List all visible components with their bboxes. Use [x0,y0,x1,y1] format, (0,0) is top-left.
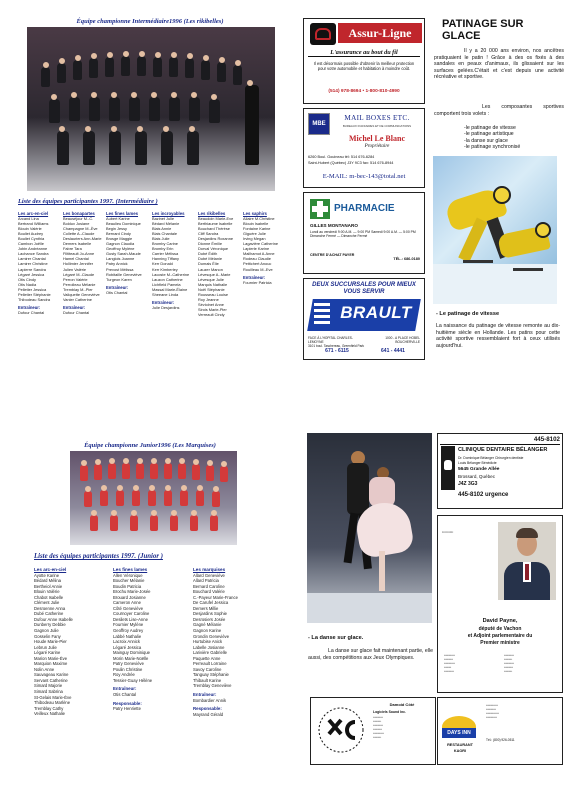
inter-column [63,211,102,315]
xc-logo-ad [310,697,436,765]
skater-name: Gagnon Claudia [106,241,135,247]
dental-address: 5645 Grande Allée [458,467,500,472]
skater-name: Lamirer Christine [18,261,48,267]
skater-name: Lichfield Pamela [152,281,181,287]
skater-name: Paquette Anne [193,655,221,661]
david-payne-office-left: ▪▪▪▪▪▪▪▪▪▪▪▪ ▪▪▪▪▪▪▪▪▪▪ ▪▪▪▪▪▪▪▪▪▪▪▪ ▪▪▪▪▪▪▪▪ ▪▪▪▪▪▪▪▪▪▪▪ [444,654,456,673]
skater-name: Thibodeau Sandra [18,296,51,302]
skater-name: Boucher Mélanie [113,578,145,584]
skater-name: Lacoste M.-Catherine [152,271,190,277]
skater-name: Boldux Josiane [63,221,90,227]
skater-name: De Carufel Jessica [193,600,229,606]
tooth-logo-icon [441,446,455,490]
skater-name: Légaré Jessica [113,644,142,650]
skater-name: Bernard Caroline [193,583,225,589]
skater-name: Valiquette Geneviève [63,291,100,297]
skater-name: Allaire M.Christine [243,216,275,222]
team-name: Les marquises [193,567,226,572]
skater-name: Simard Sabrina [34,689,63,695]
skater-name: Roy Jeanne [198,296,219,302]
skater-name: Fournier Mylène [113,622,144,628]
team-name: Les saphirs [243,211,267,216]
skater-name: Boudin Patricia [113,583,142,589]
skater-name: Lapierre Sandra [18,266,46,272]
phone-icon [310,23,336,45]
coach-name: Dufour Chantal [63,309,90,315]
skater-name: Collette A.-Claude [63,231,95,237]
skater-name: Brosge Maggie [106,236,133,242]
david-payne-office-right: ▪▪▪▪▪▪▪▪▪▪▪ ▪▪▪▪▪▪▪▪▪ ▪▪▪▪▪▪▪▪▪▪▪ ▪▪▪▪▪▪▪▪▪▪ ▪▪▪▪▪▪▪▪▪ [504,654,515,673]
pharmacie-owner: GILLES MONTANARO [310,223,358,228]
dental-phone-top: 445-8102 [533,436,560,443]
skater-name: Blais Chantale [152,231,178,237]
skater-name: Carrier Mélissa [152,251,179,257]
brault-address-2-line2: BOUCHERVILLE [395,340,420,344]
skater-name: Labelle Josianne [193,644,225,650]
skater-name: Blouin Valérie [18,226,42,232]
skater-name: Marion Marie-Ève [34,655,68,661]
skater-name: Begin Jessy [106,226,127,232]
component-item: -le patinage synchronisé [464,143,521,150]
skater-name: Desjardins Sophie [193,611,227,617]
david-payne-line-1: député de Vachon [478,626,522,632]
skater-name: Légaré M.-Claude [63,271,95,277]
skater-name: Poulin Christine [113,666,143,672]
team-name: Les arc-en-ciel [34,567,67,572]
brault-ad [303,278,425,360]
skater-name: Patry Geneviève [113,661,144,667]
skater-name: Perron Valérie [63,276,88,282]
assur-ligne-brand: Assur-Ligne [338,23,422,43]
skater-name: Gosselin Fany [34,633,61,639]
skater-name: Lebrun Julie [34,644,57,650]
skater-name: Fabre Tara [63,246,82,252]
skater-name: Dufour Anne Isabelle [34,616,73,622]
intermediate-caption: Équipe championne Intermédiaire1996 (Les rikibelles) [76,18,224,25]
inter-column [18,211,51,315]
skater-name: Langlois Joanne [106,256,135,262]
ice-dance-photo [307,433,432,623]
skater-name: Desjardins Roxanne [198,236,234,242]
brault-phone-2: 641 - 4441 [381,348,405,354]
coach-name: Bombardier Annik [193,697,227,703]
skater-name: Desroenne Anna [34,605,66,611]
mail-boxes-subtitle: BUREAUX D'AFFAIRES ET DE COMMUNICATIONS [342,124,412,128]
coach-name: Julie Desjardins [152,304,180,310]
skater-name: Gagné Mélanie [193,622,222,628]
article-components-intro: Les composantes sportives comportent trois volets : [434,104,564,117]
skater-name: Kerr Kimberley [152,266,178,272]
brault-brand: BRAULT [340,303,412,322]
skater-name: Julien Valérie [63,266,87,272]
coach-label: Entraîneur: [63,304,86,310]
intermediate-team-photo [27,27,275,191]
mail-boxes-email: E-MAIL: m-bec-143@total.net [322,173,406,180]
skater-name: Tessier-Guay Hélène [113,677,153,683]
skater-name: Dorval Véronique [198,246,229,252]
skater-name: Kerr Donald [152,261,173,267]
skater-name: Verreault Cindy [198,311,225,317]
skater-name: Blouin Isabelle [243,221,269,227]
skater-name: Demers Millie [193,605,219,611]
ice-dance-caption: - La danse sur glace. [308,635,364,641]
xc-circle-logo-icon [315,704,367,756]
xc-org: Logiciels Sound Inc. [373,710,406,714]
component-item: -le patinage de vitesse [464,125,516,131]
assur-ligne-slogan: L'assurance au bout du fil [308,49,420,57]
david-payne-ad [437,515,563,693]
skater-name: Marquion Maxime [34,661,68,667]
pharmacie-phone: TÉL.: 686-0180 [393,257,420,261]
skater-name: Dubé Mélanie [198,256,223,262]
dental-clinic-ad [437,433,563,509]
skater-name: Mainguy Dominique [113,650,151,656]
skater-name: Larivière Gabrielle [193,650,227,656]
skater-name: Sirois Marie-Pier [198,306,227,312]
team-name: Les fines lames [106,211,139,216]
inter-column [243,211,278,285]
coach-label: Entraîneur: [113,686,137,692]
speed-skating-text: La naissance du patinage de vitesse remonte au dix-huitième siècle en Hollande. Les patins pour cette activité sportive ressemblaient fort à ceux utilisés aujourd'hui. [436,323,560,349]
junior-list-title: Liste des équipes participantes 1997. (Junior ) [34,553,163,560]
coach-label: Entraîneur: [18,304,41,310]
skater-name: Perrolleau Mélanie [63,281,96,287]
quebec-emblem: ▪▪▪▪▪▪▪▪▪▪ [442,530,454,534]
coach-name: Otis Chantal [106,289,128,295]
intermediate-list-title: Liste des équipes participantes 1997. (Intermédiaire ) [18,198,158,205]
coach-label: Entraîneur: [106,284,129,290]
skater-name: Allen Véronique [113,572,143,578]
skater-name: Tremblay Cathy [34,705,64,711]
skater-name: Fontaine Karine [243,226,271,232]
inter-column [198,211,233,317]
skater-name: Lauzon Catherine [152,276,183,282]
david-payne-line-2: et Adjoint parlementaire du [467,633,533,639]
skater-name: Rouilleau M.-Eve [243,266,273,272]
skater-name: Hamel Chantal [63,256,89,262]
xc-contact-details: ▪▪▪▪▪▪▪▪▪▪▪ ▪▪▪▪▪▪▪▪▪ ▪▪▪▪▪▪▪▪▪▪▪ ▪▪▪▪▪▪▪▪▪▪ ▪▪▪▪▪▪▪▪▪▪▪▪ ▪▪▪▪▪▪▪▪▪ [373,716,385,739]
days-inn-restaurant-label: RESTAURANT [447,743,473,747]
mail-boxes-owner-name: Michel Le Blanc [349,134,405,143]
speed-skating-caption: - Le patinage de vitesse [436,311,500,317]
manager-name: Patry Henriette [113,706,141,712]
assur-ligne-phone: (514) 978-8694 • 1-800-810-4990 [328,89,400,94]
skater-name: Hollimier Jennifer [63,261,94,267]
skater-name: Desrosiers Josée [193,616,226,622]
inter-column [106,211,142,295]
days-inn-phone: Tél.: (800) 926-0511 [486,738,515,742]
brault-headline: DEUX SUCCURSALES POUR MIEUX VOUS SERVIR [312,282,416,295]
assur-ligne-ad [303,18,425,104]
skater-name: Rodeau Claudie [243,256,271,262]
speed-skating-photo [433,156,557,304]
skater-name: Bazinet Julie [152,216,175,222]
skater-name: St-Gelais Marie-Ève [34,694,72,700]
days-inn-restaurant-name: KAORI [453,749,467,753]
dental-urgence-phone: 445-8102 urgence [458,492,509,498]
skater-name: Geoffroy Audrey [113,628,144,634]
pharmacie-hours: Lundi au vendredi 9:00 A.M. — 9:00 PM Samedi 9:00 A.M. — 5:00 PM Dimanche Fermé — Dimanche Fermé [310,230,416,239]
dental-postal: J4Z 3G3 [458,481,478,487]
skater-name: Bouliet Cynthia [18,236,45,242]
skater-name: Dionne Émilie [198,241,223,247]
coach-label: Entraîneur: [152,299,175,305]
skater-name: Bouliet Audrey [18,231,44,237]
skater-name: C.-Payeur Marie-France [193,594,238,600]
skater-name: Thibodeau Marlène [34,700,71,706]
skater-name: Bouchard Valérie [193,589,225,595]
skater-name: Bromby Erin [152,246,174,252]
skater-name: Côté Geneviève [113,605,144,611]
skater-name: Houde Marie-Pier [34,639,67,645]
skater-name: Aubert Karine [106,216,130,222]
dental-doctor: Dr. Dominique Bélanger Chirurgien dentiste [458,456,524,460]
skater-name: Marquis Nathalie [198,281,228,287]
skater-name: Turgeon Karen [106,276,132,282]
team-name: Les arc-en-ciel [18,211,49,216]
ice-dance-text: La danse sur glace fait maintenant partie, elle aussi, des compétitions aux Jeux Olympiques. [308,648,433,661]
david-payne-line-3: Premier ministre [480,640,520,646]
xc-contact-name: Damoid Côté [389,702,415,707]
skater-name: Labbé Nathalie [113,633,142,639]
brault-address-1 [308,336,366,348]
skater-name: Lauzer Manon [198,266,223,272]
junior-caption: Équipe championne Junior1996 (Les Marquises) [84,442,216,449]
skater-name: Bertheiol Annie [34,583,63,589]
skater-name: Arcand Lina [18,216,39,222]
david-payne-name: David Payne, [482,618,518,624]
days-inn-details: ▪▪▪▪▪▪▪▪▪▪▪▪▪ ▪▪▪▪▪▪▪▪▪▪▪ ▪▪▪▪▪▪▪▪▪▪▪▪▪▪ ▪▪▪▪▪▪▪▪▪▪▪▪ [486,704,499,719]
skater-name: Tanguay Stéphanie [193,672,229,678]
inter-column [152,211,189,310]
skater-name: Beaudoin Marie-Eve [198,216,234,222]
skater-name: Roy Andrée [113,672,135,678]
skater-name: Tremblay Geneviève [193,683,232,689]
skater-name: Mailhamot A.Anne [243,251,275,257]
skater-name: Robitaille Geneviève [106,271,142,277]
skater-name: Bouchard Thérèse [198,226,230,232]
skater-name: Hanning Tiffany [152,256,179,262]
skater-name: Gusty Sarah-Maude [106,251,141,257]
component-item: -la danse sur glace [464,137,508,144]
skater-name: Veilleux Nathalie [34,711,65,717]
skater-name: Gagnon Julie [34,628,59,634]
skater-name: Lévesque Julie [198,276,224,282]
manager-label: Responsable: [113,700,142,706]
skater-name: Bertrand Williams [18,221,49,227]
skater-name: Servant Catherine [34,677,68,683]
skater-name: Lacroix Annick [113,639,140,645]
skater-name: Pelletier Jessica [18,286,47,292]
skater-name: Simard Majorie [34,683,63,689]
junior-column [193,567,238,717]
days-inn-ad [437,697,563,765]
brault-phone-1: 671 - 6115 [325,348,349,354]
skater-name: Bédard Mélanie [152,221,180,227]
skater-name: Lamirer Chantal [18,256,46,262]
skater-name: Noël Stéphanie [198,286,225,292]
skater-name: Lévesque A.-Marie [198,271,231,277]
skater-name: Filtiteault Jo-Anne [63,251,95,257]
junior-column [113,567,152,712]
skater-name: Thibault Karine [193,677,222,683]
skater-name: Jobin Andréanne [18,246,48,252]
skater-name: Dubé Catherine [34,611,64,617]
skater-name: Cournoyer Caroline [113,611,150,617]
skater-name: Dubé Édith [198,251,218,257]
skater-name: Légaré Jessica [18,271,45,277]
skater-name: Lachance Sandra [18,251,49,257]
team-name: Les incroyables [152,211,185,216]
skater-name: Otis Nadia [18,281,37,287]
assur-ligne-text: Il est désormais possible d'obtenir la meilleur protection pour votre automobile et habitation à moindre coût. [313,61,415,72]
skater-name: Nolin Anne [34,666,55,672]
skater-name: Blouin Valérie [34,589,60,595]
skater-name: Sheeane Linda [152,291,179,297]
skater-name: Séviolnet Anne [198,301,224,307]
brault-address-1-line2: 3101 boul. Taschereau, Greenfield Park [308,344,365,348]
skater-name: Cliff Sandra [198,231,219,237]
skater-name: Cambon Joëlle [18,241,44,247]
skater-name: Brochu Marie-Josée [113,589,151,595]
skater-name: Sauvageau Karine [34,672,69,678]
dental-extra: Louis Bélanger Bénédicte [458,461,497,465]
skater-name: Hurtubise Anick [193,639,223,645]
skater-name: Demers Isabelle [63,241,92,247]
coach-name: Fournier Patricia [243,279,272,285]
skater-name: Brouard Josianne [113,594,146,600]
skater-name: Clément Julie [34,600,60,606]
pharmacie-center: CENTRE D'ACHAT PAYER [310,253,355,257]
pharmacie-ad [303,192,425,274]
article-title: PATINAGE SUR GLACE [442,18,524,42]
skater-name: Bromby Carine [152,241,178,247]
skater-name: Blais Annie [152,226,172,232]
coach-name: Otis Chantal [113,692,137,698]
skater-name: Perreault Lorraine [193,661,227,667]
manager-label: Responsable: [193,706,222,712]
brault-address-1-line1: FACE À L'HOPITAL CHARLES-LEMOYNE [308,336,353,344]
coach-label: Entraîneur: [193,692,217,698]
brault-stripes-icon [314,303,330,327]
david-payne-portrait [498,522,556,600]
skater-name: Cameron Anne [113,600,141,606]
skater-name: Patry Annick [106,261,128,267]
skater-name: Irving Megan [243,236,266,242]
junior-column [34,567,73,717]
brault-address-2-line1: 1000 - A PLACE HOBEL [385,336,420,340]
article-components-list [464,125,564,150]
dental-title: CLINIQUE DENTAIRE BÉLANGER [458,447,548,453]
skater-name: Prevost Mélissa [106,266,134,272]
skater-name: Geoffroy Mylène [106,246,135,252]
skater-name: Dunberry Debbie [34,622,66,628]
mbe-logo: MBE [308,113,330,135]
skater-name: Desilets Lise-Anne [113,616,148,622]
skater-name: Lagavière Catherine [243,241,279,247]
skater-name: Dumais Élie [198,261,219,267]
mail-boxes-owner-role: Propriétaire [364,144,390,149]
team-name: Les bonapartes [63,211,95,216]
skater-name: Blais Julie [152,236,170,242]
skater-name: Massal Marie-Élaine [152,286,188,292]
manager-name: Mayrand Gérald [193,711,224,717]
skater-name: Gagnon Karine [193,628,222,634]
skater-name: Allard Patricia [193,578,219,584]
coach-name: Dufour Chantal [18,309,45,315]
mail-boxes-address-2: Saint-Hubert (Québec) J3Y 9C3 fax: 514 676-8944 [308,161,394,165]
skater-name: Morin Marie-Noëlle [113,655,149,661]
junior-team-photo [70,451,237,545]
skater-name: Otis Cindy [18,276,36,282]
team-name: Les fines lames [113,567,148,572]
skater-name: Giguère Julie [243,231,266,237]
mail-boxes-title: MAIL BOXES ETC. [344,114,410,122]
skater-name: Berthiaume Isabelle [198,221,233,227]
skater-name: Vanier Catherine [63,296,92,302]
skater-name: Chabot Isabelle [34,594,64,600]
skater-name: Rousseau Louise [198,291,229,297]
coach-label: Entraîneur: [243,274,266,280]
skater-name: Grondin Geneviève [193,633,230,639]
mail-boxes-address: 6260 Boul. Gouineau tél: 514 676-6284 [308,155,375,159]
skater-name: Bédard Mélina [34,578,62,584]
skater-name: Beauséjour M.-C. [63,216,94,222]
skater-name: Pelletier Stéphanie [18,291,51,297]
skater-name: Pettichert Anouc [243,261,272,267]
skater-name: Beaulieu Dominique [106,221,141,227]
pharmacy-cross-icon [310,199,330,219]
mail-boxes-ad [303,108,425,188]
skater-name: Tremblay M.-Pier [63,286,93,292]
skater-name: Champagne M.-Ève [63,226,98,232]
days-inn-logo-text: DAYS INN [442,728,476,738]
skater-name: Lapierle Karine [243,246,270,252]
team-name: Les rikibelles [198,211,226,216]
pharmacie-title: PHARMACIE [334,203,395,214]
skater-name: Légaré Karine [34,650,61,656]
component-item: -le patinage artistique [464,131,514,138]
skater-name: Deslauriers Ann-Marie [63,236,102,242]
dental-city: Brossard, Québec [458,474,496,479]
article-intro: Il y a 20 000 ans environ, nos ancêtres pratiquaient le patin ! Grâce à des os fixés à des sandales en peaux d'animaux, ils glissaient sur les surfaces gelées.C'était et c'est depuis une activité récréative et sportive. [434,48,564,80]
skater-name: Allard Geneviève [193,572,225,578]
brault-address-2 [366,336,420,344]
skater-name: Savoy Caroline [193,666,222,672]
skater-name: Ayotte Karine [34,572,60,578]
skater-name: Bernard Cindy [106,231,131,237]
